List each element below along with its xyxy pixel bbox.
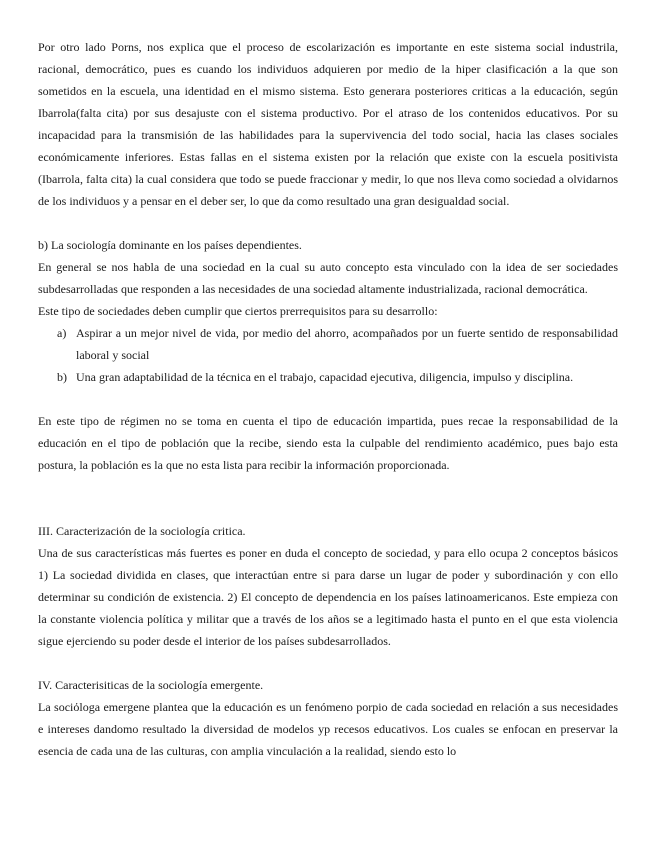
list-item-text: Una gran adaptabilidad de la técnica en el trabajo, capacidad ejecutiva, diligencia, impulso y disciplina. xyxy=(76,370,574,384)
section-iv-paragraph: La sociόloga emergene plantea que la educación es un fenómeno porpio de cada sociedad en relación a sus necesidades e intereses dandomo resultado la diversidad de modelos yp recesos educativos. Los cuales se enfocan en preservar la esencia de cada una de las culturas, con amplia vinculación a la realidad, siendo esto lo xyxy=(38,700,618,758)
spacer xyxy=(38,388,618,410)
list-item xyxy=(38,322,618,366)
section-iii-heading: III. Caracterización de la sociología critica. xyxy=(38,524,246,538)
list-marker: b) xyxy=(57,370,67,384)
spacer xyxy=(38,476,618,520)
spacer xyxy=(38,212,618,234)
spacer xyxy=(38,652,618,674)
section-b-heading: b) La sociología dominante en los países dependientes. xyxy=(38,238,302,252)
paragraph-porns: Por otro lado Porns, nos explica que el proceso de escolarización es importante en este sistema social industrila, racional, democrático, pues es cuando los individuos adquieren por medio de la hiper clasificación a la que son sometidos en la escuela, una identidad en el mismo sistema. Esto generara posteriores criticas a la educación, según Ibarrola(falta cita) por sus desajuste con el sistema productivo. Por el atraso de los contenidos educativos. Por su incapacidad para la transmisión de las habilidades para la supervivencia del todo social, hacia las clases sociales económicamente inferiores. Estas fallas en el sistema existen por la relación que existe con la escuela positivista (Ibarrola, falta cita) la cual considera que todo se puede fraccionar y medir, lo que nos lleva como sociedad a olvidarnos de los individuos y a pensar en el deber ser, lo que da como resultado una gran desigualdad social. xyxy=(38,40,618,208)
section-iv-heading: IV. Caracterisiticas de la sociología emergente. xyxy=(38,678,264,692)
section-b-paragraph-2: Este tipo de sociedades deben cumplir que ciertos prerrequisitos para su desarrollo: xyxy=(38,304,438,318)
list-item xyxy=(38,366,618,388)
section-b-paragraph-3: En este tipo de régimen no se toma en cuenta el tipo de educación impartida, pues recae la responsabilidad de la educación en el tipo de población que la recibe, siendo esta la culpable del rendimiento académico, pues bajo esta postura, la población es la que no esta lista para recibir la información proporcionada. xyxy=(38,414,618,472)
section-iii-paragraph: Una de sus características más fuertes es poner en duda el concepto de sociedad, y para ello ocupa 2 conceptos básicos 1) La sociedad dividida en clases, que interactúan entre si para darse un lugar de poder y subordinación y con ello determinar su condición de existencia. 2) El concepto de dependencia en los países latinoamericanos. Este empieza con la constante violencia política y militar que a través de los años se a legitimado hasta el punto en el que esta violencia sigue ejerciendo su poder desde el interior de los países subdesarrollados. xyxy=(38,546,618,648)
section-b-paragraph-1: En general se nos habla de una sociedad en la cual su auto concepto esta vinculado con la idea de ser sociedades subdesarrolladas que responden a las necesidades de una sociedad altamente industrializada, racional democrática. xyxy=(38,260,618,296)
list-marker: a) xyxy=(57,326,67,340)
document-page xyxy=(38,36,618,762)
list-item-text: Aspirar a un mejor nivel de vida, por medio del ahorro, acompañados por un fuerte sentido de responsabilidad laboral y social xyxy=(76,326,618,362)
prerequisites-list xyxy=(38,322,618,388)
